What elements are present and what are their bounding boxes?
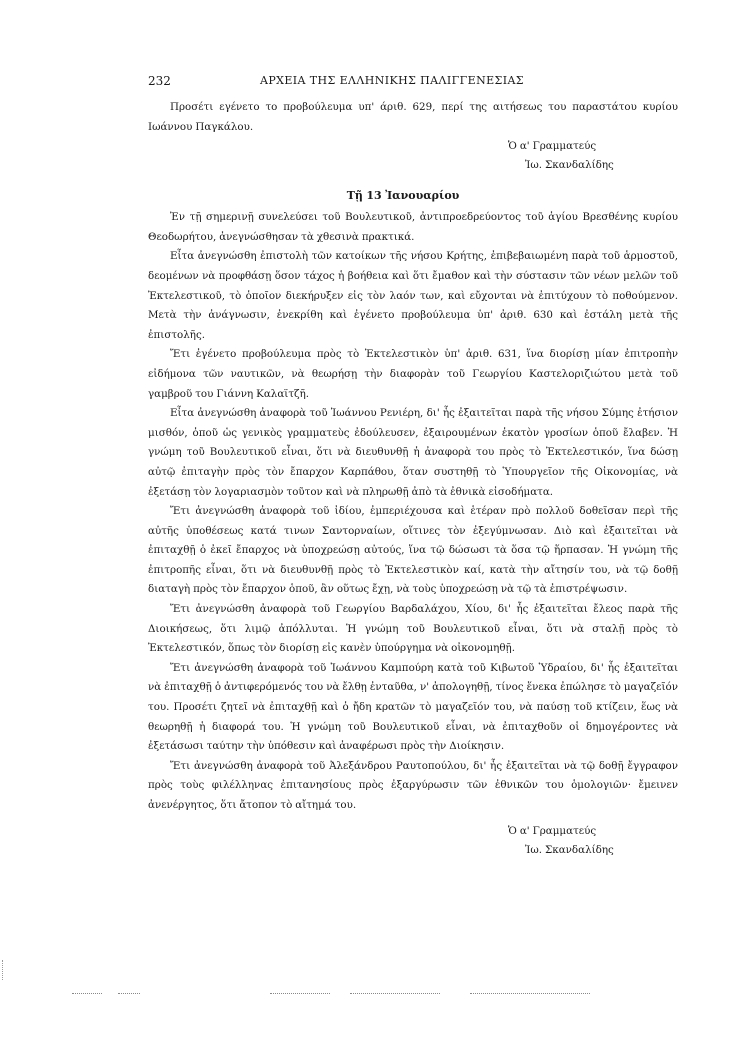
closing-signature-title: Ὁ α' Γραμματεύς: [508, 824, 597, 837]
page-body: [148, 98, 678, 860]
scan-mark: [470, 993, 590, 995]
intro-signature-title: Ὁ α' Γραμματεύς: [508, 140, 597, 153]
section-paragraph-5: Ἔτι ἀνεγνώσθη ἀναφορὰ τοῦ ἰδίου, ἐμπεριέχουσα καὶ ἑτέραν πρὸ πολλοῦ δοθεῖσαν περὶ τῆς αὐτῆς ὑποθέσεως κατά τινων Σαντορναίων, οἵτινες τὸν ἐξεγύμνωσαν. Διὸ καὶ ἐξαιτεῖται νὰ ἐπιταχθῇ ὁ ἐκεῖ ἔπαρχος νὰ ὑποχρεώσῃ αὐτούς, ἵνα τῷ δώσωσι τὰ ὅσα τῷ ἥρπασαν. Ἡ γνώμη τῆς ἐπιτροπῆς εἶναι, ὅτι νὰ διευθυνθῇ πρὸς τὸ Ἐκτελεστικὸν καί, κατὰ τὴν αἴτησίν του, νὰ τῷ δοθῇ διαταγὴ πρὸς τὸν ἔπαρχον ὁποῦ, ἂν οὕτως ἔχῃ, νὰ τοὺς ὑποχρεώσῃ νὰ τῷ τὰ ἐπιστρέψωσιν.: [148, 505, 678, 596]
section-paragraph-7: Ἔτι ἀνεγνώσθη ἀναφορὰ τοῦ Ἰωάννου Καμπούρη κατὰ τοῦ Κιβωτοῦ Ὑδραίου, δι' ἧς ἐξαιτεῖται νὰ ἐπιταχθῇ ὁ ἀντιφερόμενός του νὰ ἔλθῃ ἐνταῦθα, ν' ἀπολογηθῇ, τίνος ἕνεκα ἐπώλησε τὸ μαγαζεῖόν του. Προσέτι ζητεῖ νὰ ἐπιταχθῇ καὶ ὁ ἤδη κρατῶν τὸ μαγαζεῖόν του, νὰ παύσῃ τοῦ κτίζειν, ἕως νὰ θεωρηθῇ ἡ διαφορά του. Ἡ γνώμη τοῦ Βουλευτικοῦ εἶναι, νὰ ἐπιταχθοῦν οἱ δημογέροντες νὰ ἐξετάσωσι ταύτην τὴν ὑπόθεσιν καὶ ἀναφέρωσι πρὸς τὴν Διοίκησιν.: [148, 661, 678, 753]
intro-signature-name: Ἰω. Σκανδαλίδης: [525, 159, 614, 172]
page-header: [148, 74, 593, 90]
running-title: ΑΡΧΕΙΑ ΤΗΣ ΕΛΛΗΝΙΚΗΣ ΠΑΛΙΓΓΕΝΕΣΙΑΣ: [260, 74, 524, 87]
section-heading: Τῇ 13 Ἰανουαρίου: [346, 189, 460, 203]
section-paragraph-2: Εἶτα ἀνεγνώσθη ἐπιστολὴ τῶν κατοίκων τῆς νήσου Κρήτης, ἐπιβεβαιωμένη παρὰ τοῦ ἁρμοστοῦ, δεομένων νὰ προφθάσῃ ὅσον τάχος ἡ βοήθεια καὶ ὅτι ἔμαθον καὶ τὴν σύστασιν τῶν νέων μελῶν τοῦ Ἐκτελεστικοῦ, τὸ ὁποῖον διεκήρυξεν εἰς τὸν λαόν των, καὶ εὔχονται νὰ ἐπιτύχουν τὸ ποθούμενον. Μετὰ τὴν ἀνάγνωσιν, ἐνεκρίθη καὶ ἐγένετο προβούλευμα ὑπ' ἀριθ. 630 καὶ ἐστάλη μετὰ τῆς ἐπιστολῆς.: [148, 250, 678, 341]
scan-mark: [118, 993, 140, 995]
section-paragraph-1: Ἐν τῇ σημερινῇ συνελεύσει τοῦ Βουλευτικοῦ, ἀντιπροεδρεύοντος τοῦ ἁγίου Βρεσθένης κυρίου Θεοδωρήτου, ἀνεγνώσθησαν τὰ χθεσινὰ πρακτικά.: [148, 211, 678, 243]
section-paragraph-3: Ἔτι ἐγένετο προβούλευμα πρὸς τὸ Ἐκτελεστικὸν ὑπ' ἀριθ. 631, ἵνα διορίσῃ μίαν ἐπιτροπὴν εἰδήμονα τῶν ναυτικῶν, νὰ θεωρήσῃ τὴν διαφορὰν τοῦ Γεωργίου Καστελοριζιώτου μετὰ τοῦ γαμβροῦ του Γιάννη Καλαϊτζῆ.: [148, 348, 678, 400]
section-paragraph-4: Εἶτα ἀνεγνώσθη ἀναφορὰ τοῦ Ἰωάννου Ρενιέρη, δι' ἧς ἐξαιτεῖται παρὰ τῆς νήσου Σύμης ἐτήσιον μισθόν, ὁποῦ ὡς γενικὸς γραμματεὺς ἐδούλευσεν, ἐξαιρουμένων ἑκατὸν γροσίων ὁποῦ ἔλαβεν. Ἡ γνώμη τοῦ Βουλευτικοῦ εἶναι, ὅτι νὰ διευθυνθῇ ἡ ἀναφορὰ του πρὸς τὸ Ἐκτελεστικόν, ἵνα δώσῃ αὐτῷ ἐπιταγὴν πρὸς τὸν ἔπαρχον Καρπάθου, ὅταν συστηθῇ τὸ Ὑπουργεῖον τῆς Οἰκονομίας, νὰ ἐξετάσῃ τὸν λογαριασμὸν τοῦτον καὶ νὰ πληρωθῇ ἀπὸ τὰ ἐθνικὰ εἰσοδήματα.: [148, 407, 678, 498]
intro-paragraph: Προσέτι εγένετο το προβούλευμα υπ' άριθ. 629, περί της αιτήσεως του παραστάτου κυρίου Ιωάννου Παγκάλου.: [148, 101, 678, 133]
section-paragraph-6: Ἔτι ἀνεγνώσθη ἀναφορὰ τοῦ Γεωργίου Βαρδαλάχου, Χίου, δι' ἧς ἐξαιτεῖται ἔλεος παρὰ τῆς Διοικήσεως, ὅτι λιμῷ ἀπόλλυται. Ἡ γνώμη τοῦ Βουλευτικοῦ εἶναι, ὅτι νὰ σταλῇ πρὸς τὸ Ἐκτελεστικόν, ὅπως τὸν διορίσῃ εἰς κανὲν ὑπούργημα νὰ οἰκονομηθῇ.: [148, 603, 678, 655]
scan-artifacts: [0, 993, 744, 999]
scan-edge-mark: [2, 960, 4, 980]
section-spacer: [148, 175, 678, 184]
page-number: 232: [148, 74, 171, 88]
scan-mark: [270, 993, 330, 995]
closing-signature-name: Ἰω. Σκανδαλίδης: [525, 843, 614, 856]
section-paragraph-8: Ἔτι ἀνεγνώσθη ἀναφορὰ τοῦ Ἀλεξάνδρου Ραυτοπούλου, δι' ἧς ἐξαιτεῖται νὰ τῷ δοθῇ ἔγγραφον πρὸς τοὺς φιλέλληνας ἐπιτανησίους πρὸς ἐξαργύρωσιν τῶν ἐθνικῶν του ὁμολογιῶν· ἔμεινεν ἀνενέργητος, ὅτι ἄτοπον τὸ αἴτημά του.: [148, 759, 678, 811]
scan-mark: [72, 993, 102, 995]
scan-mark: [350, 993, 440, 995]
